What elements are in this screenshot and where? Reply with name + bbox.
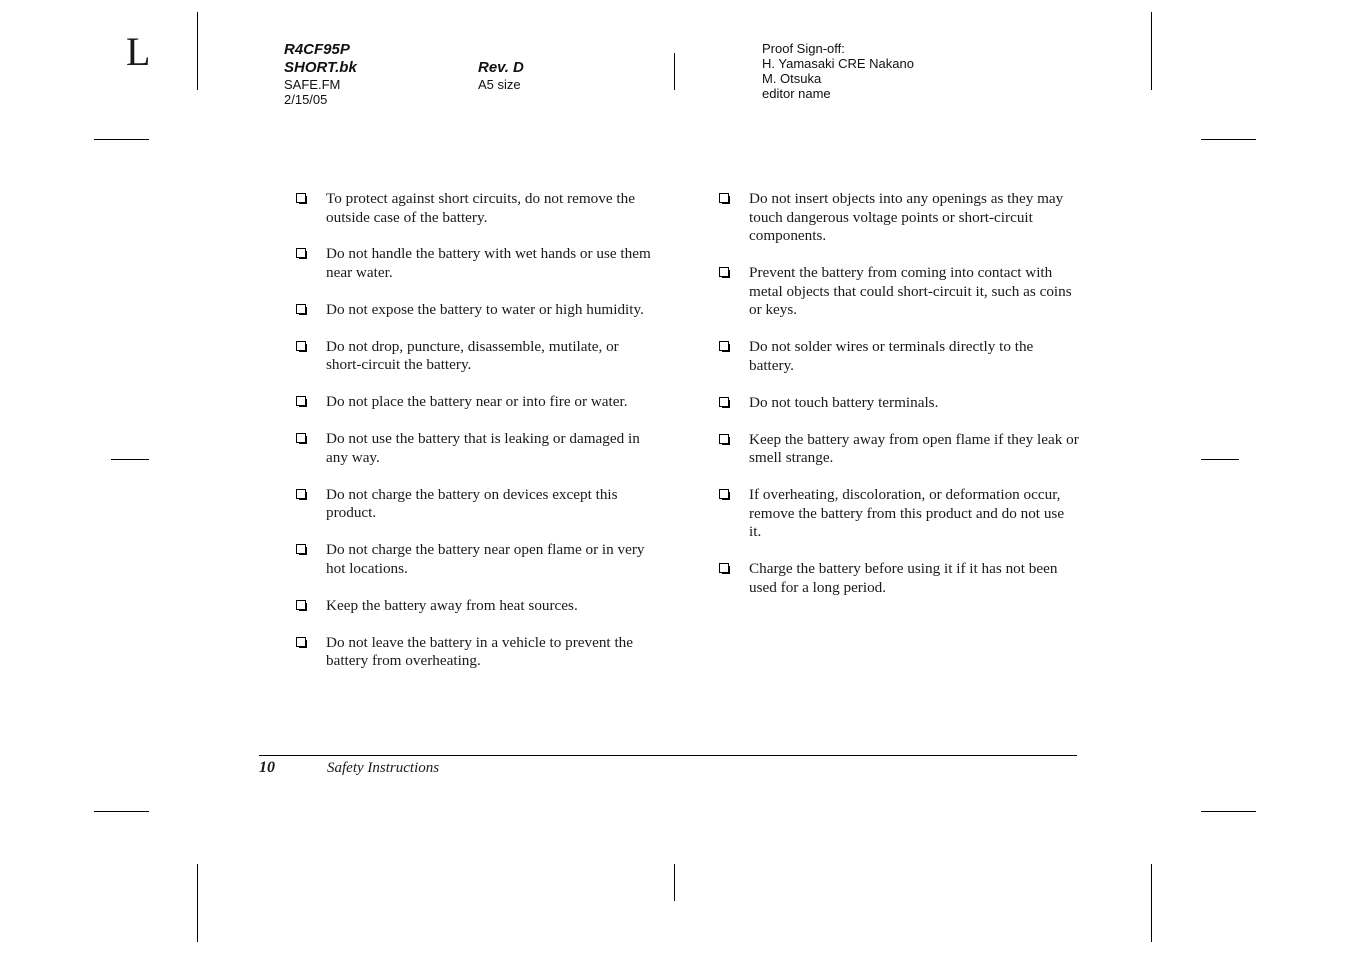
checkbox-bullet-icon: [719, 434, 730, 445]
crop-mark-top-right: [1151, 12, 1152, 90]
footer-rule: [259, 755, 1077, 756]
list-item: Keep the battery away from open flame if they leak or smell strange.: [719, 431, 1079, 468]
checkbox-bullet-icon: [719, 341, 730, 352]
checkbox-bullet-icon: [719, 193, 730, 204]
crop-mark-bottom-center: [674, 864, 675, 901]
crop-mark-left-middle: [111, 459, 149, 460]
crop-mark-bottom-left: [197, 864, 198, 942]
checkbox-bullet-icon: [296, 433, 307, 444]
left-column-list: [296, 190, 656, 689]
footer-section-title: Safety Instructions: [327, 760, 440, 776]
checkbox-bullet-icon: [296, 600, 307, 611]
crop-mark-top-left: [197, 12, 198, 90]
list-item: Do not touch battery terminals.: [719, 394, 1079, 413]
page-number: 10: [259, 759, 275, 776]
checkbox-bullet-icon: [719, 563, 730, 574]
list-item: Do not drop, puncture, disassemble, mutilate, or short-circuit the battery.: [296, 338, 656, 375]
list-item: Do not handle the battery with wet hands or use them near water.: [296, 245, 656, 282]
list-item: Prevent the battery from coming into contact with metal objects that could short-circuit it, such as coins or keys.: [719, 264, 1079, 320]
checkbox-bullet-icon: [296, 193, 307, 204]
checkbox-bullet-icon: [296, 396, 307, 407]
revision: Rev. D: [478, 59, 524, 76]
crop-mark-left-lower: [94, 811, 149, 812]
list-item: Charge the battery before using it if it has not been used for a long period.: [719, 560, 1079, 597]
list-item: To protect against short circuits, do not remove the outside case of the battery.: [296, 190, 656, 227]
proof-signoff: [762, 41, 914, 101]
header-file-info: [284, 41, 357, 107]
proof-line: Proof Sign-off:: [762, 41, 845, 56]
checkbox-bullet-icon: [719, 267, 730, 278]
crop-mark-right-lower: [1201, 811, 1256, 812]
paper-size: A5 size: [478, 77, 521, 92]
list-item: Do not charge the battery on devices except this product.: [296, 486, 656, 523]
list-item: Keep the battery away from heat sources.: [296, 597, 656, 616]
proof-line: H. Yamasaki CRE Nakano: [762, 56, 914, 71]
list-item: Do not use the battery that is leaking or damaged in any way.: [296, 430, 656, 467]
crop-mark-right-upper: [1201, 139, 1256, 140]
list-item: Do not place the battery near or into fire or water.: [296, 393, 656, 412]
page-side-mark: L: [126, 29, 151, 74]
crop-mark-top-center: [674, 53, 675, 90]
list-item: Do not expose the battery to water or high humidity.: [296, 301, 656, 320]
header-revision-info: [478, 59, 524, 92]
crop-mark-left-upper: [94, 139, 149, 140]
doc-file: SAFE.FM: [284, 77, 341, 92]
book-id: R4CF95P: [284, 41, 350, 58]
checkbox-bullet-icon: [296, 489, 307, 500]
doc-date: 2/15/05: [284, 92, 328, 107]
proof-line: M. Otsuka: [762, 71, 822, 86]
checkbox-bullet-icon: [296, 544, 307, 555]
list-item: Do not insert objects into any openings as they may touch dangerous voltage points or short-circuit components.: [719, 190, 1079, 246]
checkbox-bullet-icon: [296, 637, 307, 648]
checkbox-bullet-icon: [296, 304, 307, 315]
list-item: Do not charge the battery near open flame or in very hot locations.: [296, 541, 656, 578]
crop-mark-bottom-right: [1151, 864, 1152, 942]
list-item: Do not leave the battery in a vehicle to prevent the battery from overheating.: [296, 634, 656, 671]
right-column-list: [719, 190, 1079, 616]
checkbox-bullet-icon: [719, 489, 730, 500]
book-file: SHORT.bk: [284, 59, 357, 76]
list-item: Do not solder wires or terminals directly to the battery.: [719, 338, 1079, 375]
checkbox-bullet-icon: [719, 397, 730, 408]
list-item: If overheating, discoloration, or deformation occur, remove the battery from this product and do not use it.: [719, 486, 1079, 542]
proof-line: editor name: [762, 86, 831, 101]
checkbox-bullet-icon: [296, 341, 307, 352]
checkbox-bullet-icon: [296, 248, 307, 259]
crop-mark-right-middle: [1201, 459, 1239, 460]
